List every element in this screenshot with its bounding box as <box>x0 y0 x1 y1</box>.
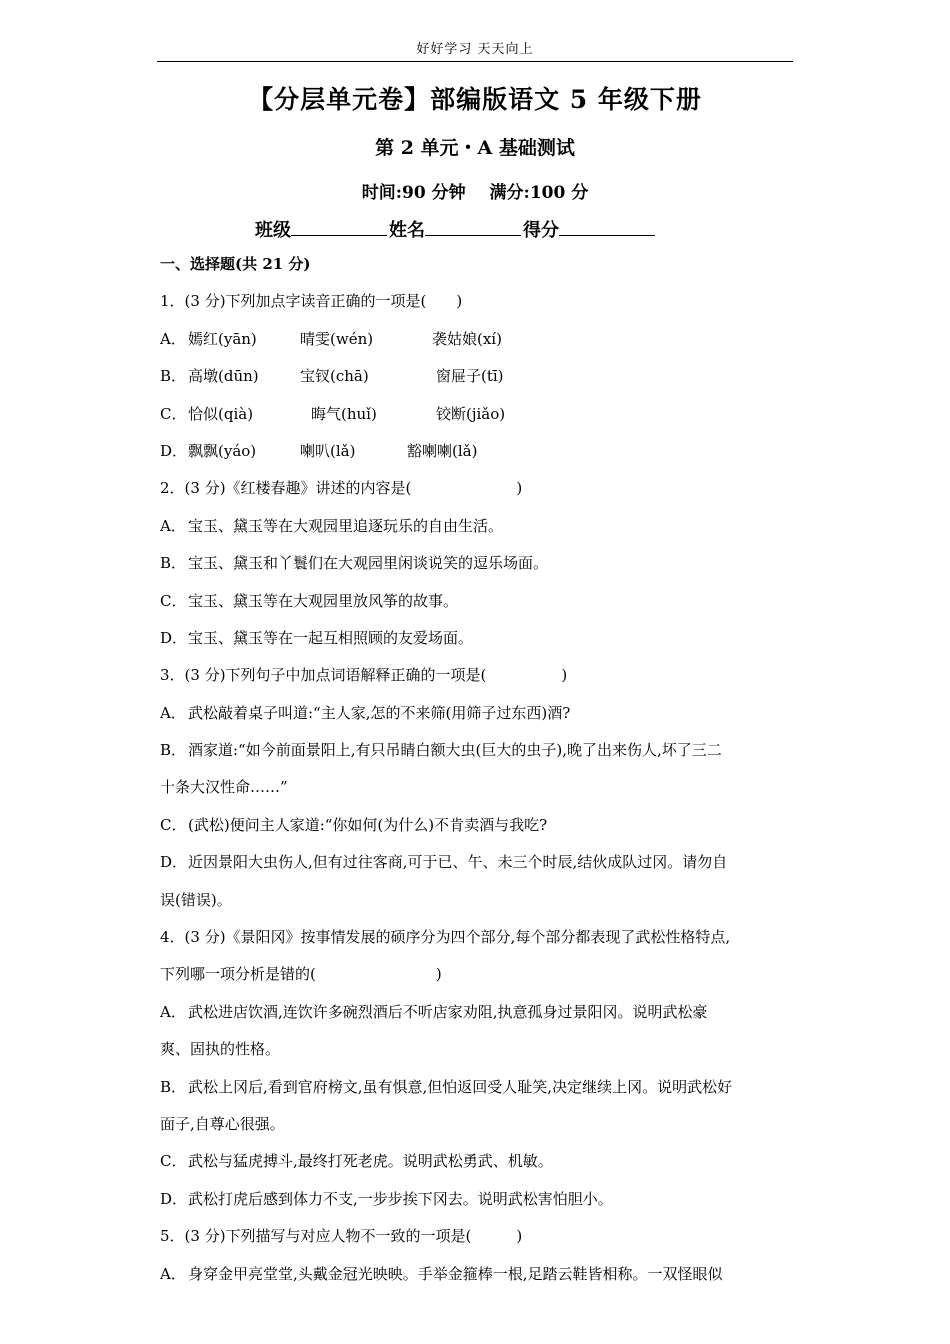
question-1-stem: 1．(3 分)下列加点字读音正确的一项是( ) <box>160 292 463 311</box>
option-text: 宝玉、黛玉等在大观园里追逐玩乐的自由生活。 <box>188 516 504 535</box>
option-text: 身穿金甲亮堂堂,头戴金冠光映映。手举金箍棒一根,足踏云鞋皆相称。一双怪眼似 <box>188 1264 723 1283</box>
option-item: 高墩(dūn) <box>188 367 259 386</box>
q4-option-a-cont: 爽、固执的性格。 <box>160 1040 281 1059</box>
q4-option-c[interactable] <box>160 1143 794 1180</box>
option-label: B． <box>160 741 187 760</box>
option-item: 恰似(qià) <box>188 404 254 423</box>
option-label: A． <box>160 703 186 722</box>
option-label: B． <box>160 554 187 573</box>
option-text: 宝玉、黛玉和丫鬟们在大观园里闲谈说笑的逗乐场面。 <box>188 554 549 573</box>
option-item: 豁喇喇(lǎ) <box>407 441 478 460</box>
option-label: A． <box>160 1002 186 1021</box>
option-label: D． <box>160 1189 188 1208</box>
q1-option-a[interactable] <box>160 321 794 358</box>
question-4-stem-cont: 下列哪一项分析是错的( ) <box>160 965 442 984</box>
option-label: D． <box>160 441 188 460</box>
option-item: 铰断(jiǎo) <box>436 404 506 423</box>
q4-option-a[interactable] <box>160 994 794 1031</box>
q4-option-b-cont: 面子,自尊心很强。 <box>160 1114 285 1133</box>
option-label: D． <box>160 628 188 647</box>
q3-option-c[interactable] <box>160 807 794 844</box>
q3-option-b-cont: 十条大汉性命……” <box>160 778 288 797</box>
score-label: 得分 <box>523 220 559 241</box>
option-item: 飘飘(yáo) <box>188 441 257 460</box>
option-text: 宝玉、黛玉等在大观园里放风筝的故事。 <box>188 591 459 610</box>
question-5-stem: 5．(3 分)下列描写与对应人物不一致的一项是( ) <box>160 1227 523 1246</box>
exam-info <box>0 178 950 203</box>
option-text: 武松上冈后,看到官府榜文,虽有惧意,但怕返回受人耻笑,决定继续上冈。说明武松好 <box>188 1077 733 1096</box>
q2-option-b[interactable] <box>160 545 794 582</box>
option-item: 喇叭(lǎ) <box>300 441 356 460</box>
question-2-stem: 2．(3 分)《红楼春趣》讲述的内容是( ) <box>160 479 523 498</box>
option-label: C． <box>160 404 187 423</box>
q1-option-b[interactable] <box>160 358 794 395</box>
class-blank[interactable] <box>291 221 387 236</box>
option-label: C． <box>160 815 187 834</box>
option-label: D． <box>160 853 188 872</box>
exam-full-score: 满分:100 分 <box>489 183 589 203</box>
option-text: 近因景阳大虫伤人,但有过往客商,可于已、午、未三个时辰,结伙成队过冈。请勿自 <box>188 853 728 872</box>
student-fields <box>255 216 657 242</box>
q3-option-d[interactable] <box>160 844 794 881</box>
option-label: C． <box>160 1152 187 1171</box>
option-text: (武松)便问主人家道:“你如何(为什么)不肯卖酒与我吃? <box>188 815 548 834</box>
option-text: 武松进店饮酒,连饮许多碗烈酒后不听店家劝阻,执意孤身过景阳冈。说明武松豪 <box>188 1002 708 1021</box>
q1-option-d[interactable] <box>160 433 794 470</box>
option-label: A． <box>160 329 186 348</box>
exam-title: 【分层单元卷】部编版语文 5 年级下册 <box>248 85 702 114</box>
question-3-stem: 3．(3 分)下列句子中加点词语解释正确的一项是( ) <box>160 666 568 685</box>
header-divider <box>157 61 793 62</box>
option-item: 晦气(huǐ) <box>311 404 377 423</box>
option-text: 武松打虎后感到体力不支,一步步挨下冈去。说明武松害怕胆小。 <box>188 1189 613 1208</box>
q3-option-d-cont: 误(错误)。 <box>160 890 232 909</box>
option-text: 武松敲着桌子叫道:“主人家,怎的不来筛(用筛子过东西)酒? <box>188 703 571 722</box>
name-blank[interactable] <box>425 221 521 236</box>
option-label: C． <box>160 591 187 610</box>
q1-option-c[interactable] <box>160 396 794 433</box>
section-heading: 一、选择题(共 21 分) <box>160 255 311 273</box>
option-item: 嫣红(yān) <box>188 329 257 348</box>
option-label: A． <box>160 516 186 535</box>
exam-content <box>160 246 794 1293</box>
exam-subtitle: 第 2 单元・A 基础测试 <box>375 137 575 159</box>
q2-option-c[interactable] <box>160 583 794 620</box>
exam-time: 时间:90 分钟 <box>361 183 466 203</box>
name-label: 姓名 <box>389 220 425 241</box>
option-label: B． <box>160 1077 187 1096</box>
option-item: 窗屉子(tī) <box>436 367 504 386</box>
option-item: 宝钗(chā) <box>300 367 369 386</box>
option-text: 酒家道:“如今前面景阳上,有只吊睛白额大虫(巨大的虫子),晚了出来伤人,坏了三二 <box>188 741 722 760</box>
q4-option-b[interactable] <box>160 1069 794 1106</box>
score-blank[interactable] <box>559 221 655 236</box>
q3-option-b[interactable] <box>160 732 794 769</box>
q3-option-a[interactable] <box>160 695 794 732</box>
q4-option-d[interactable] <box>160 1181 794 1218</box>
option-text: 宝玉、黛玉等在一起互相照顾的友爱场面。 <box>188 628 474 647</box>
header-motto: 好好学习 天天向上 <box>416 42 534 57</box>
class-label: 班级 <box>255 220 291 241</box>
q2-option-d[interactable] <box>160 620 794 657</box>
option-text: 武松与猛虎搏斗,最终打死老虎。说明武松勇武、机敏。 <box>188 1152 553 1171</box>
option-label: A． <box>160 1264 186 1283</box>
q5-option-a[interactable] <box>160 1256 794 1293</box>
option-item: 袭姑娘(xí) <box>432 329 502 348</box>
question-4-stem: 4．(3 分)《景阳冈》按事情发展的硕序分为四个部分,每个部分都表现了武松性格特点, <box>160 928 731 947</box>
q2-option-a[interactable] <box>160 508 794 545</box>
option-label: B． <box>160 367 187 386</box>
option-item: 晴雯(wén) <box>300 329 374 348</box>
